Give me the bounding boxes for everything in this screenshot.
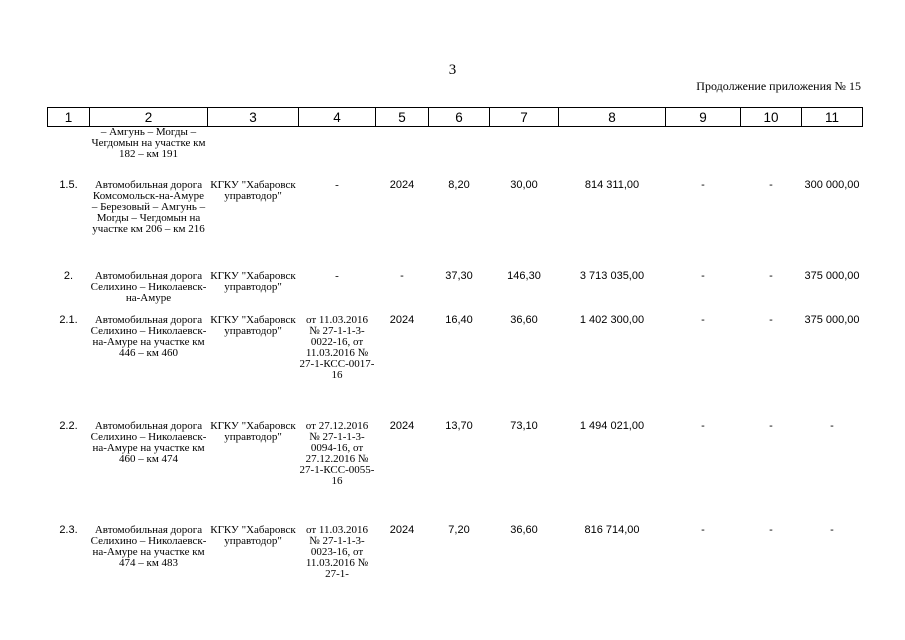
length-cell: 37,30	[445, 270, 473, 282]
column-9-cell: -	[701, 314, 705, 326]
column-header: 8	[559, 108, 666, 127]
column-header: 1	[48, 108, 90, 127]
project-docs: -	[335, 270, 339, 282]
table-row	[48, 415, 863, 519]
column-header: 2	[90, 108, 208, 127]
length-cell: 16,40	[445, 314, 473, 326]
year-cell: 2024	[389, 420, 415, 432]
road-name: Автомобильная дорога Селихино – Николаевск-на-Амуре	[90, 270, 207, 304]
continuation-row	[48, 127, 863, 173]
customer-name: КГКУ "Хабаровск управтодор"	[210, 420, 296, 443]
row-number: 1.5.	[59, 179, 78, 191]
column-10-cell: -	[769, 420, 773, 432]
column-9-cell: -	[701, 270, 705, 282]
column-11-cell: 300 000,00	[804, 179, 860, 191]
cost-cell: 816 714,00	[584, 524, 640, 536]
column-header: 11	[802, 108, 863, 127]
row-number: 2.1.	[59, 314, 78, 326]
column-9-cell: -	[701, 420, 705, 432]
customer-name: КГКУ "Хабаровск управтодор"	[210, 270, 296, 293]
cost-cell: 814 311,00	[584, 179, 640, 191]
column-10-cell: -	[769, 314, 773, 326]
customer-name: КГКУ "Хабаровск управтодор"	[210, 524, 296, 547]
road-name: Автомобильная дорога Селихино – Николаевск-на-Амуре на участке км 446 – км 460	[90, 314, 207, 359]
data-table	[47, 107, 863, 605]
table-row	[48, 311, 863, 415]
project-docs: от 27.12.2016 № 27-1-1-3-0094-16, от 27.12.2016 № 27-1-КСС-0055-16	[299, 420, 375, 487]
table-row	[48, 172, 863, 263]
column-header: 3	[208, 108, 299, 127]
column-9-cell: -	[701, 524, 705, 536]
column-header: 5	[376, 108, 429, 127]
length-cell: 7,20	[448, 524, 470, 536]
column-11-cell: 375 000,00	[804, 314, 860, 326]
cost-cell: 1 402 300,00	[579, 314, 645, 326]
project-docs: от 11.03.2016 № 27-1-1-3-0023-16, от 11.03.2016 № 27-1-	[305, 524, 369, 580]
project-docs: -	[335, 179, 339, 191]
row-number: 2.3.	[59, 524, 78, 536]
table-row	[48, 519, 863, 605]
year-cell: -	[400, 270, 404, 282]
cost-cell: 3 713 035,00	[579, 270, 645, 282]
table-row	[48, 263, 863, 311]
total-length-cell: 73,10	[510, 420, 538, 432]
year-cell: 2024	[389, 524, 415, 536]
column-11-cell: -	[830, 420, 834, 432]
year-cell: 2024	[389, 179, 415, 191]
appendix-continuation-note: Продолжение приложения № 15	[696, 79, 861, 93]
row-number: 2.2.	[59, 420, 78, 432]
row-number: 2.	[63, 270, 74, 282]
column-number-row	[48, 108, 863, 127]
customer-name: КГКУ "Хабаровск управтодор"	[210, 314, 296, 337]
column-11-cell: -	[830, 524, 834, 536]
column-10-cell: -	[769, 179, 773, 191]
page-number: 3	[448, 62, 457, 78]
road-name: Автомобильная дорога Селихино – Николаевск-на-Амуре на участке км 460 – км 474	[90, 420, 207, 465]
total-length-cell: 146,30	[507, 270, 541, 282]
column-header: 7	[490, 108, 559, 127]
project-docs: от 11.03.2016 № 27-1-1-3-0022-16, от 11.03.2016 № 27-1-КСС-0017-16	[299, 314, 375, 381]
customer-name: КГКУ "Хабаровск управтодор"	[210, 179, 296, 202]
continuation-text: – Амгунь – Могды – Чегдомын на участке км 182 – км 191	[91, 126, 206, 160]
road-name: Автомобильная дорога Селихино – Николаевск-на-Амуре на участке км 474 – км 483	[90, 524, 207, 569]
column-10-cell: -	[769, 524, 773, 536]
length-cell: 13,70	[445, 420, 473, 432]
length-cell: 8,20	[448, 179, 470, 191]
column-header: 4	[299, 108, 376, 127]
column-header: 6	[429, 108, 490, 127]
column-header: 9	[666, 108, 741, 127]
total-length-cell: 36,60	[510, 524, 538, 536]
cost-cell: 1 494 021,00	[579, 420, 645, 432]
total-length-cell: 36,60	[510, 314, 538, 326]
column-9-cell: -	[701, 179, 705, 191]
road-name: Автомобильная дорога Комсомольск-на-Амуре – Березовый – Амгунь – Могды – Чегдомын на участке км 206 – км 216	[91, 179, 206, 235]
column-10-cell: -	[769, 270, 773, 282]
column-header: 10	[741, 108, 802, 127]
column-11-cell: 375 000,00	[804, 270, 860, 282]
year-cell: 2024	[389, 314, 415, 326]
total-length-cell: 30,00	[510, 179, 538, 191]
